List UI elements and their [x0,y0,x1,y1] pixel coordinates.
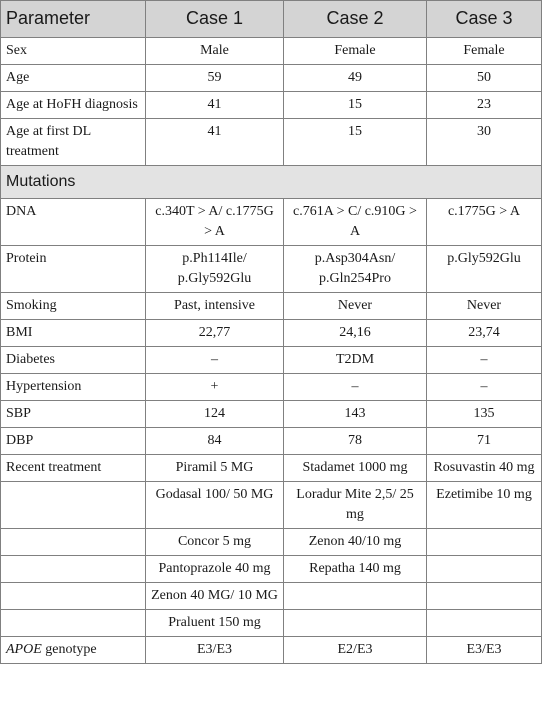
table-row-age-hofh [1,92,542,119]
row-label-empty [1,583,146,610]
cell-case-3: Rosuvastin 40 mg [427,455,542,482]
table-row-dna [1,199,542,246]
cell-case-1: 41 [146,119,284,166]
cell-case-3: 50 [427,65,542,92]
row-label-empty [1,482,146,529]
header-case-1: Case 1 [146,1,284,38]
cell-case-3: – [427,347,542,374]
cell-case-2: E2/E3 [284,637,427,664]
header-row [1,1,542,38]
cell-case-3 [427,583,542,610]
cell-case-3 [427,610,542,637]
table-row-treatment [1,455,542,482]
cell-case-3: 135 [427,401,542,428]
header-case-2: Case 2 [284,1,427,38]
cell-case-3 [427,529,542,556]
cell-case-2: 15 [284,92,427,119]
cell-case-1: – [146,347,284,374]
table-row-age-first-dl [1,119,542,166]
cell-case-3: c.1775G > A [427,199,542,246]
cell-case-1: Male [146,38,284,65]
row-label-empty [1,556,146,583]
cell-case-1: 41 [146,92,284,119]
row-label: BMI [1,320,146,347]
cell-case-1: Past, intensive [146,293,284,320]
row-label-empty [1,610,146,637]
cell-case-1: c.340T > A/ c.1775G > A [146,199,284,246]
row-label: SBP [1,401,146,428]
cell-case-2: Loradur Mite 2,5/ 25 mg [284,482,427,529]
cell-case-2: 143 [284,401,427,428]
cell-case-2: Stadamet 1000 mg [284,455,427,482]
cell-case-2: – [284,374,427,401]
table-row-treatment [1,556,542,583]
cell-case-2: 49 [284,65,427,92]
cell-case-1: 124 [146,401,284,428]
cell-case-1: Piramil 5 MG [146,455,284,482]
section-title: Mutations [1,166,542,199]
cell-case-3: 30 [427,119,542,166]
cell-case-1: Praluent 150 mg [146,610,284,637]
header-parameter: Parameter [1,1,146,38]
table-row-sex [1,38,542,65]
cell-case-1: E3/E3 [146,637,284,664]
cell-case-2: 78 [284,428,427,455]
cell-case-1: + [146,374,284,401]
table-row-sbp [1,401,542,428]
table-row-treatment [1,583,542,610]
cell-case-3: E3/E3 [427,637,542,664]
row-label: Smoking [1,293,146,320]
table-row-dbp [1,428,542,455]
table-row-treatment [1,482,542,529]
apoe-gene-name: APOE [6,642,42,657]
cell-case-1: Pantoprazole 40 mg [146,556,284,583]
table-row-treatment [1,529,542,556]
cell-case-2: Zenon 40/10 mg [284,529,427,556]
cell-case-3: p.Gly592Glu [427,246,542,293]
table-row-hypertension [1,374,542,401]
cell-case-3: – [427,374,542,401]
cell-case-3: Never [427,293,542,320]
cell-case-1: p.Ph114Ile/ p.Gly592Glu [146,246,284,293]
cell-case-2: Never [284,293,427,320]
cell-case-1: 59 [146,65,284,92]
cell-case-3: 23,74 [427,320,542,347]
row-label: DNA [1,199,146,246]
cell-case-3: 71 [427,428,542,455]
cell-case-2: T2DM [284,347,427,374]
cell-case-2: c.761A > C/ c.910G > A [284,199,427,246]
table-row-bmi [1,320,542,347]
cell-case-1: Zenon 40 MG/ 10 MG [146,583,284,610]
table-row-protein [1,246,542,293]
table-row-apoe [1,637,542,664]
apoe-label-suffix: genotype [41,642,97,657]
cell-case-1: 22,77 [146,320,284,347]
cell-case-2: 24,16 [284,320,427,347]
cell-case-2 [284,610,427,637]
table-row-treatment [1,610,542,637]
row-label: Hypertension [1,374,146,401]
section-row-mutations [1,166,542,199]
cell-case-1: Godasal 100/ 50 MG [146,482,284,529]
row-label: Diabetes [1,347,146,374]
table-row-diabetes [1,347,542,374]
row-label: Sex [1,38,146,65]
row-label: Age at HoFH diagnosis [1,92,146,119]
header-case-3: Case 3 [427,1,542,38]
row-label-empty [1,529,146,556]
cell-case-1: 84 [146,428,284,455]
row-label: Age [1,65,146,92]
cell-case-3: Female [427,38,542,65]
table-row-smoking [1,293,542,320]
cell-case-2: p.Asp304Asn/ p.Gln254Pro [284,246,427,293]
cell-case-1: Concor 5 mg [146,529,284,556]
row-label: Recent treatment [1,455,146,482]
cell-case-3 [427,556,542,583]
cell-case-2: Female [284,38,427,65]
table-row-age [1,65,542,92]
cell-case-2 [284,583,427,610]
cell-case-2: 15 [284,119,427,166]
cell-case-3: 23 [427,92,542,119]
row-label: DBP [1,428,146,455]
row-label: Protein [1,246,146,293]
cell-case-2: Repatha 140 mg [284,556,427,583]
row-label [1,637,146,664]
cell-case-3: Ezetimibe 10 mg [427,482,542,529]
row-label: Age at first DL treatment [1,119,146,166]
